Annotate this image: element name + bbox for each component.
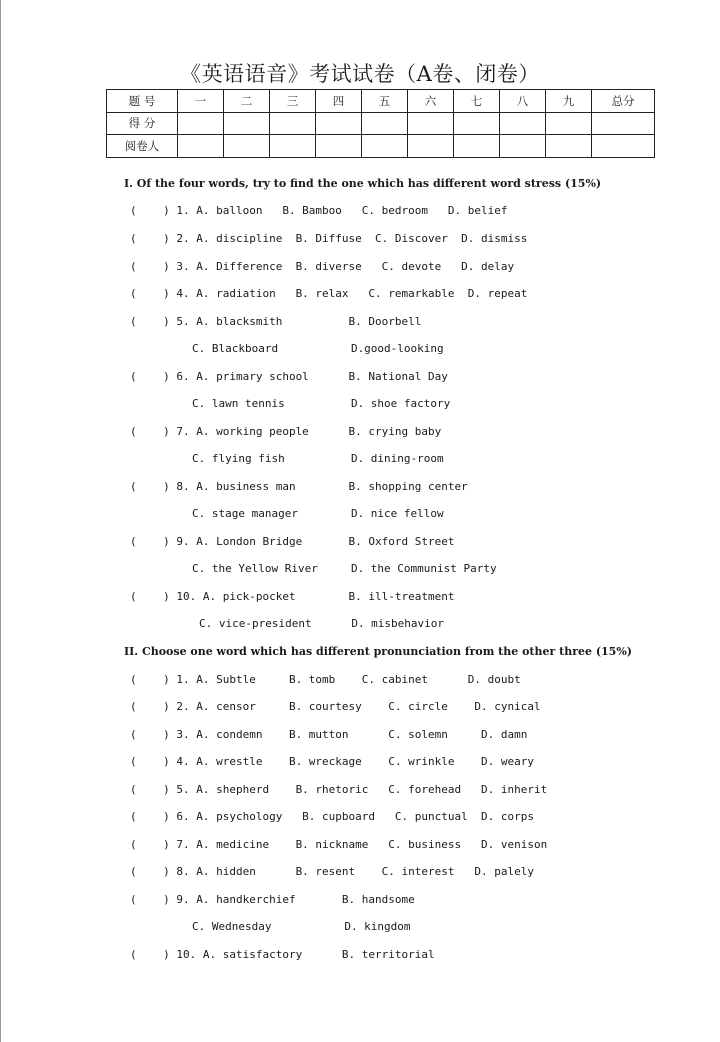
- question-line: ( ) 5. A. shepherd B. rhetoric C. forehead D. inherit: [130, 783, 548, 796]
- grader-cell[interactable]: [500, 135, 546, 158]
- grader-cell[interactable]: [178, 135, 224, 158]
- question-line: ( ) 1. A. balloon B. Bamboo C. bedroom D. belief: [130, 204, 508, 217]
- question-options-line: C. Wednesday D. kingdom: [192, 920, 411, 933]
- grader-cell[interactable]: [224, 135, 270, 158]
- score-table: [106, 89, 655, 158]
- header-cell: 五: [362, 90, 408, 113]
- header-cell: 八: [500, 90, 546, 113]
- question-line: ( ) 6. A. psychology B. cupboard C. punctual D. corps: [130, 810, 534, 823]
- row-label: 得 分: [107, 112, 178, 135]
- score-cell[interactable]: [592, 112, 655, 135]
- header-cell: 七: [454, 90, 500, 113]
- score-cell[interactable]: [362, 112, 408, 135]
- question-line: ( ) 9. A. handkerchief B. handsome: [130, 893, 415, 906]
- header-cell: 总分: [592, 90, 655, 113]
- header-cell: 六: [408, 90, 454, 113]
- question-line: ( ) 10. A. pick-pocket B. ill-treatment: [130, 590, 455, 603]
- question-line: ( ) 8. A. business man B. shopping center: [130, 480, 468, 493]
- question-line: ( ) 6. A. primary school B. National Day: [130, 370, 448, 383]
- header-cell: 二: [224, 90, 270, 113]
- question-line: ( ) 5. A. blacksmith B. Doorbell: [130, 315, 422, 328]
- grader-row: [107, 135, 655, 158]
- score-row: [107, 112, 655, 135]
- question-line: ( ) 7. A. working people B. crying baby: [130, 425, 442, 438]
- grader-cell[interactable]: [408, 135, 454, 158]
- grader-cell[interactable]: [592, 135, 655, 158]
- grader-cell[interactable]: [316, 135, 362, 158]
- score-cell[interactable]: [454, 112, 500, 135]
- score-cell[interactable]: [270, 112, 316, 135]
- header-cell: 九: [546, 90, 592, 113]
- grader-cell[interactable]: [546, 135, 592, 158]
- question-options-line: C. stage manager D. nice fellow: [192, 507, 444, 520]
- question-line: ( ) 7. A. medicine B. nickname C. business D. venison: [130, 838, 548, 851]
- question-options-line: C. flying fish D. dining-room: [192, 452, 444, 465]
- row-label: 阅卷人: [107, 135, 178, 158]
- header-cell: 一: [178, 90, 224, 113]
- header-cell: 四: [316, 90, 362, 113]
- question-options-line: C. Blackboard D.good-looking: [192, 342, 444, 355]
- question-line: ( ) 2. A. discipline B. Diffuse C. Discover D. dismiss: [130, 232, 528, 245]
- score-cell[interactable]: [178, 112, 224, 135]
- section-1-heading: I. Of the four words, try to find the one which has different word stress (15%): [124, 177, 602, 190]
- grader-cell[interactable]: [362, 135, 408, 158]
- question-line: ( ) 3. A. Difference B. diverse C. devote D. delay: [130, 260, 515, 273]
- page-edge: [0, 0, 1, 1042]
- header-cell: 题 号: [107, 90, 178, 113]
- question-options-line: C. vice-president D. misbehavior: [199, 617, 445, 630]
- question-line: ( ) 1. A. Subtle B. tomb C. cabinet D. doubt: [130, 673, 521, 686]
- question-options-line: C. the Yellow River D. the Communist Party: [192, 562, 497, 575]
- exam-title: 《英语语音》考试试卷（A卷、闭卷）: [180, 62, 540, 86]
- score-table-header-row: [107, 90, 655, 113]
- question-line: ( ) 8. A. hidden B. resent C. interest D. palely: [130, 865, 534, 878]
- question-line: ( ) 3. A. condemn B. mutton C. solemn D. damn: [130, 728, 528, 741]
- question-line: ( ) 2. A. censor B. courtesy C. circle D. cynical: [130, 700, 541, 713]
- score-cell[interactable]: [408, 112, 454, 135]
- question-options-line: C. lawn tennis D. shoe factory: [192, 397, 451, 410]
- score-cell[interactable]: [316, 112, 362, 135]
- grader-cell[interactable]: [270, 135, 316, 158]
- section-2-heading: II. Choose one word which has different pronunciation from the other three (15%): [124, 645, 632, 658]
- question-line: ( ) 10. A. satisfactory B. territorial: [130, 948, 435, 961]
- score-cell[interactable]: [224, 112, 270, 135]
- score-cell[interactable]: [500, 112, 546, 135]
- score-cell[interactable]: [546, 112, 592, 135]
- question-line: ( ) 4. A. radiation B. relax C. remarkable D. repeat: [130, 287, 528, 300]
- header-cell: 三: [270, 90, 316, 113]
- grader-cell[interactable]: [454, 135, 500, 158]
- question-line: ( ) 9. A. London Bridge B. Oxford Street: [130, 535, 455, 548]
- question-line: ( ) 4. A. wrestle B. wreckage C. wrinkle D. weary: [130, 755, 534, 768]
